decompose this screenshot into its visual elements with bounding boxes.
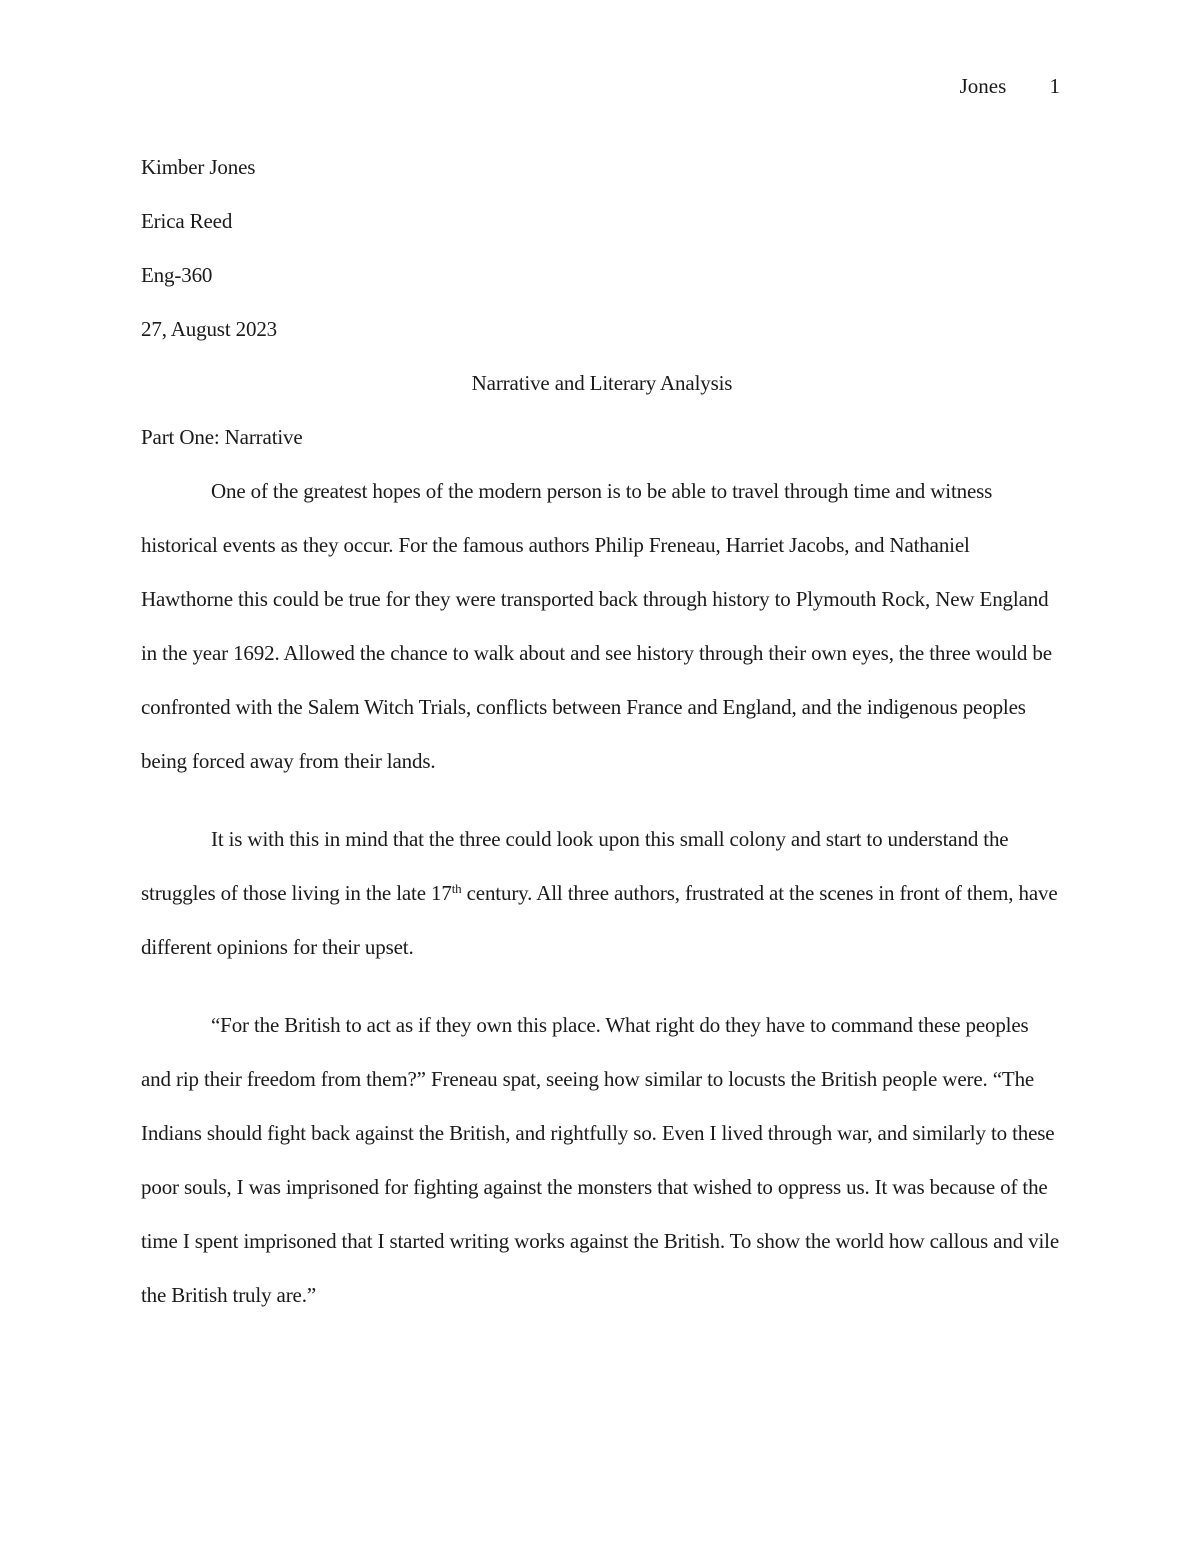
paragraph-2 — [141, 812, 1063, 974]
page-number: 1 — [1049, 74, 1060, 98]
header-surname: Jones — [959, 74, 1007, 98]
student-name: Kimber Jones — [141, 155, 256, 179]
paragraph-2-text-before: It is with this in mind that the three could look upon this small colony and start to understand the struggles of those living in the late 17 — [141, 827, 1009, 905]
document-title: Narrative and Literary Analysis — [471, 371, 733, 395]
section-heading: Part One: Narrative — [141, 425, 303, 449]
paragraph-2-text-after: century. All three authors, frustrated at the scenes in front of them, have different opinions for their upset. — [141, 881, 1058, 959]
paragraph-3: “For the British to act as if they own this place. What right do they have to command these peoples and rip their freedom from them?” Freneau spat, seeing how similar to locusts the British people were. “The Indians should fight back against the British, and rightfully so. Even I lived through war, and similarly to these poor souls, I was imprisoned for fighting against the monsters that wished to oppress us. It was because of the time I spent imprisoned that I started writing works against the British. To show the world how callous and vile the British truly are.” — [141, 1013, 1060, 1307]
paragraph-1: One of the greatest hopes of the modern person is to be able to travel through time and witness historical events as they occur. For the famous authors Philip Freneau, Harriet Jacobs, and Nathaniel Hawthorne this could be true for they were transported back through history to Plymouth Rock, New England in the year 1692. Allowed the chance to walk about and see history through their own eyes, the three would be confronted with the Salem Witch Trials, conflicts between France and England, and the indigenous peoples being forced away from their lands. — [141, 479, 1052, 773]
document-body — [141, 140, 1063, 1322]
document-date: 27, August 2023 — [141, 317, 278, 341]
ordinal-superscript: th — [451, 880, 462, 896]
running-header — [960, 72, 1060, 100]
instructor-name: Erica Reed — [141, 209, 233, 233]
course-code: Eng-360 — [141, 263, 213, 287]
